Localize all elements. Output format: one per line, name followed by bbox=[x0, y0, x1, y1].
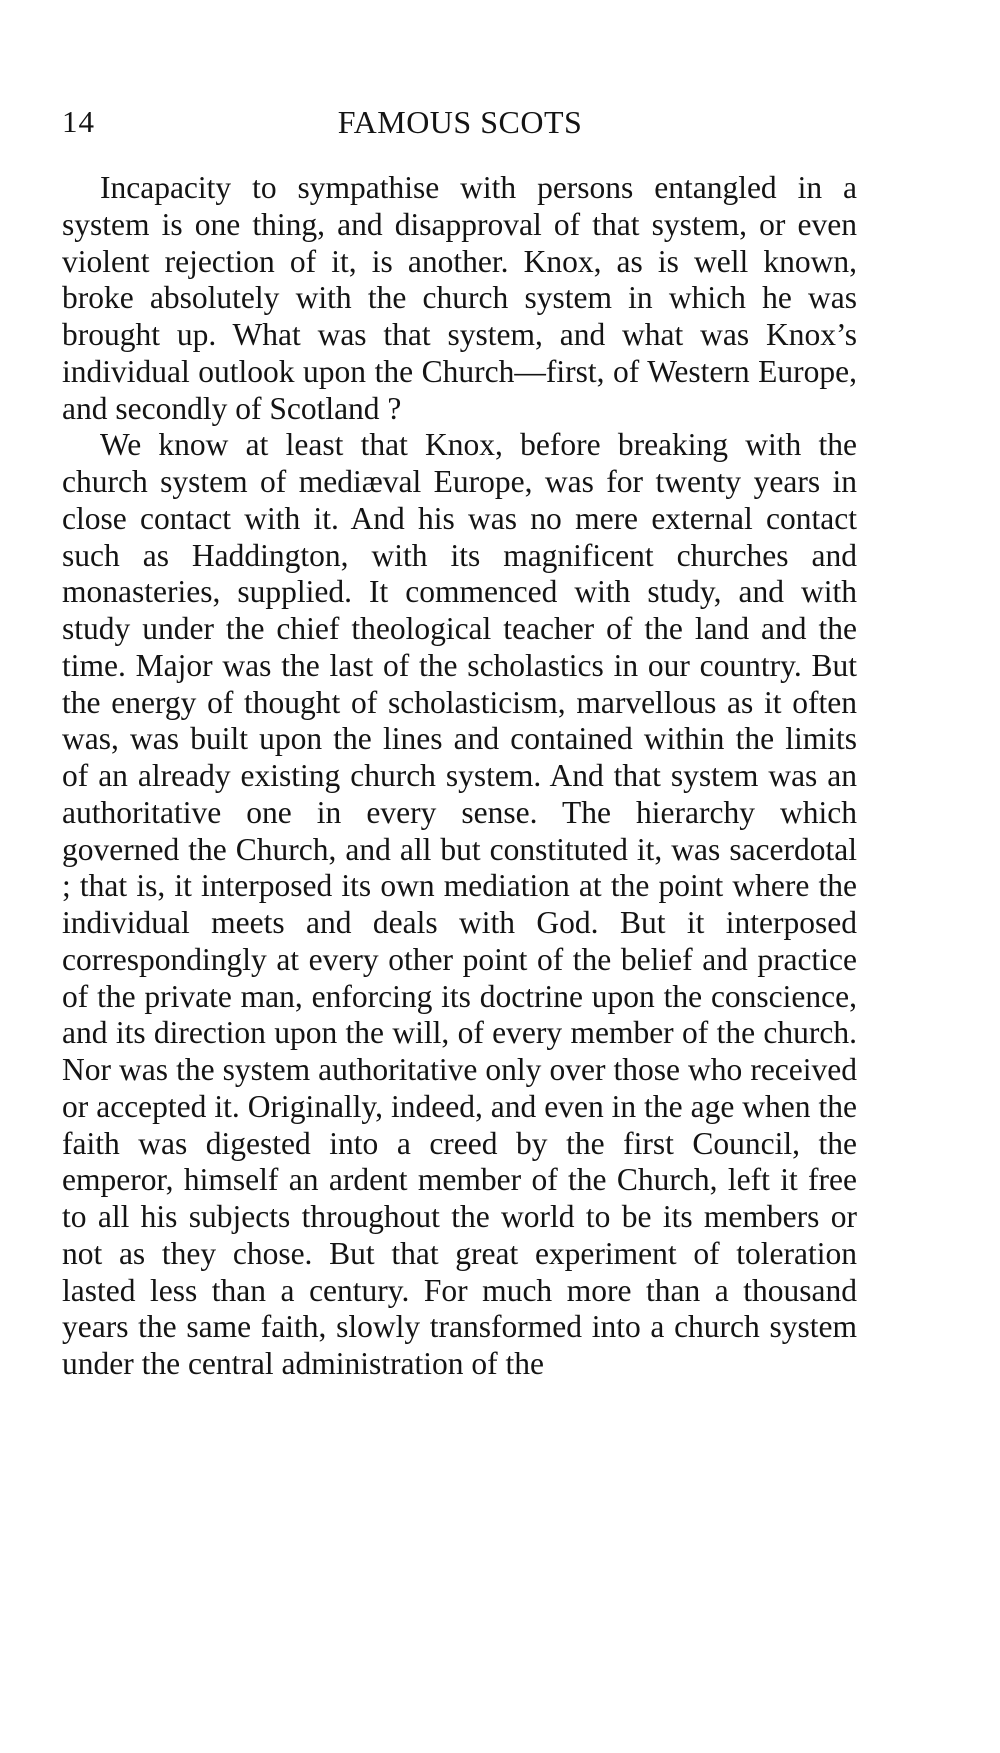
page-header bbox=[62, 100, 858, 144]
page-number: 14 bbox=[62, 104, 95, 139]
paragraph-1: Incapacity to sympathise with persons entangled in a system is one thing, and disapproval of that system, or even violent rejection of it, is another. Knox, as is well known, broke absolutely with the church system in which he was brought up. What was that system, and what was Knox’s individual outlook upon the Church—first, of Western Europe, and secondly of Scotland ? bbox=[62, 170, 857, 426]
body-text bbox=[62, 170, 857, 1383]
running-title: FAMOUS SCOTS bbox=[337, 104, 583, 140]
paragraph-2: We know at least that Knox, before breaking with the church system of mediæval Europe, was for twenty years in close contact with it. And his was no mere external contact such as Haddington, with its magnificent churches and monasteries, supplied. It commenced with study, and with study under the chief theological teacher of the land and the time. Major was the last of the scholastics in our country. But the energy of thought of scholasticism, marvellous as it often was, was built upon the lines and contained within the limits of an already existing church system. And that system was an authoritative one in every sense. The hierarchy which governed the Church, and all but constituted it, was sacerdotal ; that is, it interposed its own mediation at the point where the individual meets and deals with God. But it interposed correspondingly at every other point of the belief and practice of the private man, enforcing its doctrine upon the conscience, and its direction upon the will, of every member of the church. Nor was the system authoritative only over those who received or accepted it. Originally, indeed, and even in the age when the faith was digested into a creed by the first Council, the emperor, himself an ardent member of the Church, left it free to all his subjects throughout the world to be its members or not as they chose. But that great experiment of toleration lasted less than a century. For much more than a thousand years the same faith, slowly transformed into a church system under the central administration of the bbox=[62, 427, 857, 1381]
